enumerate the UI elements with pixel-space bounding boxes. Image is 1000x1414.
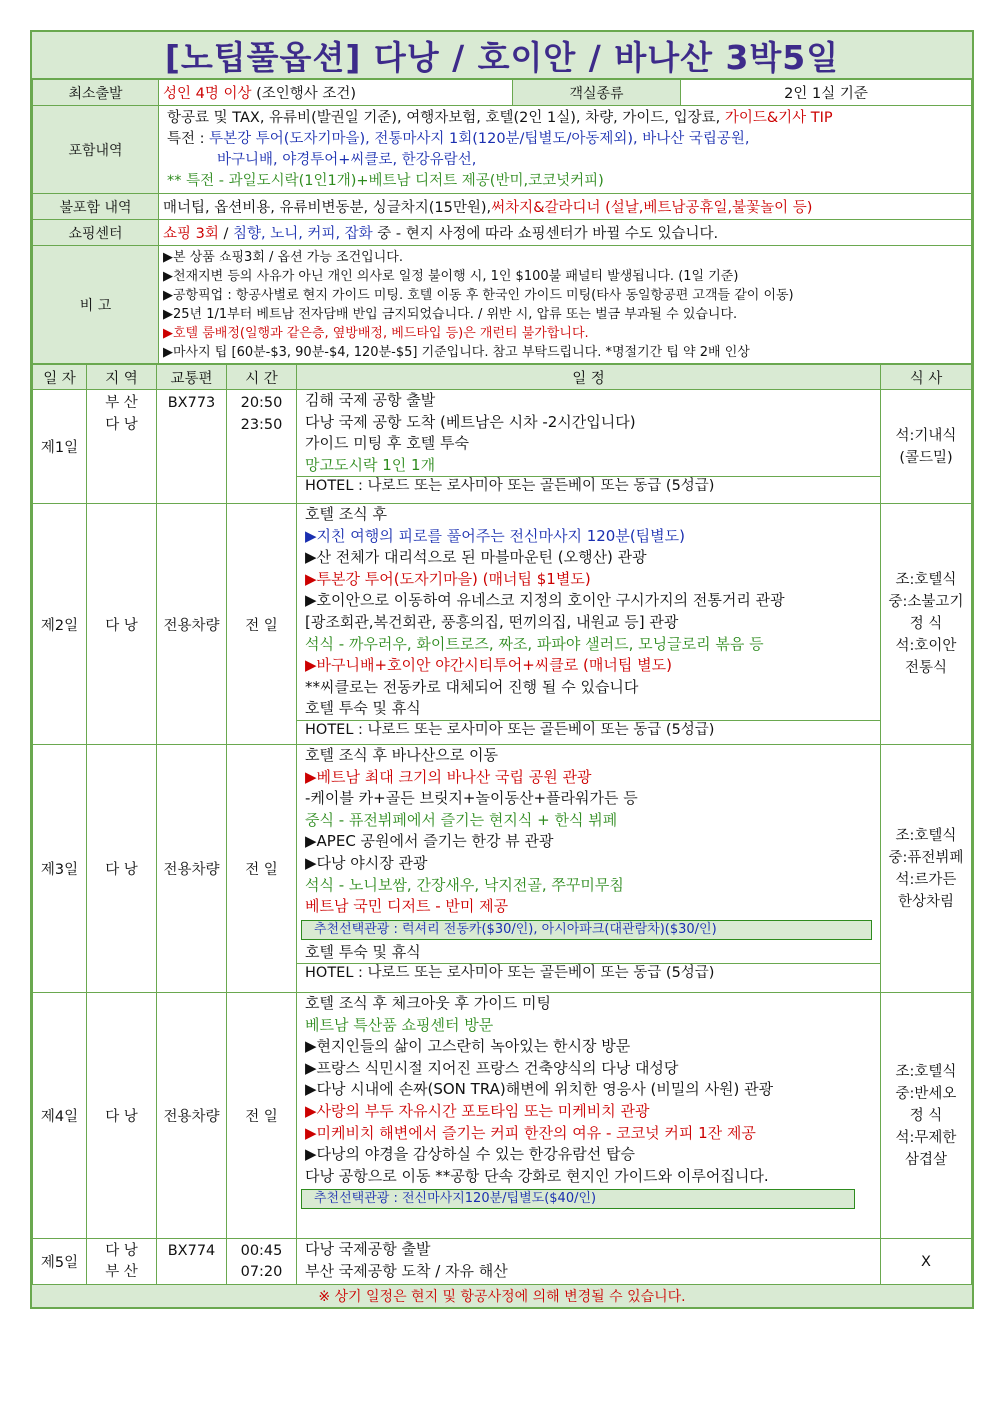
day-region: 다 낭 [87,745,157,993]
min-depart-red: 성인 4명 이상 [163,86,252,102]
schedule-line: 베트남 국민 디저트 - 반미 제공 [305,897,509,916]
itinerary-sheet [30,30,974,1309]
schedule-line: 호텔 조식 후 체크아웃 후 가이드 미팅 [305,994,551,1012]
schedule-line: -케이블 카+골든 브릿지+놀이동산+플라워가든 등 [305,789,638,808]
schedule-line: 다낭 국제 공항 도착 (베트남은 시차 -2시간입니다) [305,412,636,431]
schedule-line: 호텔 투숙 및 휴식 [305,942,421,961]
day-schedule [297,993,881,1239]
day-transport: 전용차량 [157,993,227,1239]
shopping-note: 중 - 현지 사정에 따라 쇼핑센터가 바뀔 수도 있습니다. [372,226,719,242]
include-label: 포함내역 [33,106,159,194]
meal-text: (콜드밀) [899,449,953,466]
schedule-line: ▶프랑스 식민시절 지어진 프랑스 건축양식의 다낭 대성당 [305,1058,679,1077]
day-transport: BX774 [157,1239,227,1285]
time-text: 23:50 [240,417,283,433]
time-text: 00:45 [240,1242,283,1259]
include-special: ** 특전 - 과일도시락(1인1개)+베트남 디저트 제공(반미,코코넛커피) [167,172,604,189]
optional-tour-box: 추천선택관광 : 럭셔리 전동카($30/인), 아시아파크(대관람차)($30/인) [301,920,872,940]
day-region [87,1239,157,1285]
day-row [33,504,972,745]
shopping-items: 침향, 노니, 커피, 잡화 [232,226,373,242]
day-time: 전 일 [227,745,297,993]
exclude-content [159,194,972,220]
schedule-line: ▶투본강 투어(도자기마을) (매너팁 $1별도) [305,569,591,588]
region-text: 부 산 [105,1263,138,1280]
schedule-line: ▶바구니배+호이안 야간시티투어+씨클로 (매너팁 별도) [305,656,672,675]
day-label: 제4일 [33,993,87,1239]
time-text: 20:50 [240,395,283,411]
schedule-header [33,365,972,390]
region-text: 다 낭 [105,1242,138,1259]
include-benefit-line: 투본강 투어(도자기마을), 전통마사지 1회(120분/팁별도/아동제외), 바나산 국립공원, [209,130,750,147]
meal-text: 조:호텔식 [895,1063,957,1080]
include-tip: 가이드&기사 TIP [724,109,833,126]
include-benefit-label: 특전 : [167,130,210,147]
meal-text: 석:호이안 [895,638,957,654]
day-time [227,390,297,504]
schedule-line: ▶지친 여행의 피로를 풀어주는 전신마사지 120분(팁별도) [305,526,686,545]
day-time: 전 일 [227,504,297,745]
day-transport: 전용차량 [157,504,227,745]
hotel-line: HOTEL : 나로드 또는 로사미아 또는 골든베이 또는 동급 (5성급) [297,476,880,496]
schedule-line: ▶베트남 최대 크기의 바나산 국립 공원 관광 [305,767,592,786]
shopping-label: 쇼핑센터 [33,220,159,246]
schedule-line: 호텔 조식 후 바나산으로 이동 [305,746,498,764]
day-row [33,745,972,993]
day-meal [881,745,972,993]
day-region: 다 낭 [87,993,157,1239]
meal-text: 중:소불고기 [888,594,964,610]
header-transport: 교통편 [157,365,227,390]
shopping-sep: / [218,226,233,242]
meal-text: 석:르가든 [895,871,957,888]
schedule-line: ▶사랑의 부두 자유시간 포토타임 또는 미케비치 관광 [305,1101,650,1120]
min-depart-rest: (조인행사 조건) [251,86,357,102]
day-row [33,1239,972,1285]
exclude-text: 매너팁, 옵션비용, 유류비변동분, 싱글차지(15만원), [163,200,492,216]
schedule-line: ▶다낭 야시장 관광 [305,853,428,872]
day-schedule [297,1239,881,1285]
day-row [33,390,972,504]
day-time: 전 일 [227,993,297,1239]
min-depart-value [159,80,513,106]
schedule-line: [광조회관,복건회관, 풍흥의집, 떤끼의집, 내원교 등] 관광 [305,612,679,631]
day-meal [881,993,972,1239]
optional-tour-box: 추천선택관광 : 전신마사지120분/팁별도($40/인) [301,1189,855,1209]
day-meal [881,390,972,504]
meal-text: 석:무제한 [895,1129,957,1146]
exclude-label: 불포함 내역 [33,194,159,220]
schedule-table [32,364,972,1285]
header-region: 지 역 [87,365,157,390]
day-schedule [297,390,881,504]
schedule-line: ▶다낭의 야경을 감상하실 수 있는 한강유람선 탑승 [305,1145,635,1164]
day-label: 제1일 [33,390,87,504]
meal-text: 중:반세오 [895,1085,957,1102]
day-schedule [297,745,881,993]
include-line1: 항공료 및 TAX, 유류비(발권일 기준), 여행자보험, 호텔(2인 1실), 차량, 가이드, 입장료, [167,109,725,126]
exclude-surcharge: 써차지&갈라디너 (설날,베트남공휴일,불꽃놀이 등) [491,200,813,216]
day-transport: 전용차량 [157,745,227,993]
schedule-line: 김해 국제 공항 출발 [305,391,436,409]
schedule-line: 호텔 투숙 및 휴식 [305,699,421,718]
meal-text: 한상차림 [897,893,955,910]
meal-text: 중:퓨전뷔페 [888,849,964,866]
meal-text: 정 식 [909,1107,943,1124]
day-schedule [297,504,881,745]
schedule-line: 가이드 미팅 후 호텔 투숙 [305,434,469,453]
shopping-count: 쇼핑 3회 [163,226,219,242]
region-text: 부 산 [105,395,138,411]
room-type-label: 객실종류 [513,80,681,106]
include-benefit-line2: 바구니배, 야경투어+씨클로, 한강유람선, [217,151,477,168]
page-title: [노팁풀옵션] 다낭 / 호이안 / 바나산 3박5일 [32,32,972,79]
schedule-line: 베트남 특산품 쇼핑센터 방문 [305,1015,494,1034]
hotel-line: HOTEL : 나로드 또는 로사미아 또는 골든베이 또는 동급 (5성급) [297,963,880,983]
min-depart-label: 최소출발 [33,80,159,106]
schedule-line: 중식 - 퓨전뷔페에서 즐기는 현지식 + 한식 뷔페 [305,810,618,829]
note-item: ▶호텔 룸배정(일행과 같은층, 옆방배정, 베드타입 등)은 개런티 불가합니다. [163,325,589,341]
schedule-line: 망고도시락 1인 1개 [305,455,436,474]
region-text: 다 낭 [105,417,138,433]
note-item: ▶천재지변 등의 사유가 아닌 개인 의사로 일정 불이행 시, 1인 $100불 패널티 발생됩니다. (1일 기준) [163,268,739,284]
schedule-line: 석식 - 노니보쌈, 간장새우, 낙지전골, 쭈꾸미무침 [305,875,624,894]
day-transport: BX773 [157,390,227,504]
footer-note: ※ 상기 일정은 현지 및 항공사정에 의해 변경될 수 있습니다. [32,1285,972,1307]
notes-label: 비 고 [33,246,159,364]
notes-content [159,246,972,364]
schedule-line: 호텔 조식 후 [305,505,387,523]
meal-text: 정 식 [909,616,943,632]
meal-text: 석:기내식 [895,427,957,444]
shopping-content [159,220,972,246]
note-item: ▶마사지 팁 [60분-$3, 90분-$4, 120분-$5] 기준입니다. 참고 부탁드립니다. *명절기간 팁 약 2배 인상 [163,344,750,360]
meal-text: 조:호텔식 [895,827,957,844]
day-row [33,993,972,1239]
header-schedule: 일 정 [297,365,881,390]
schedule-line: **씨클로는 전동카로 대체되어 진행 될 수 있습니다 [305,677,639,696]
meal-text: 조:호텔식 [895,572,957,588]
header-time: 시 간 [227,365,297,390]
meal-text: 삼겹살 [904,1151,948,1168]
day-label: 제5일 [33,1239,87,1285]
hotel-line: HOTEL : 나로드 또는 로사미아 또는 골든베이 또는 동급 (5성급) [297,720,880,740]
schedule-line: 다낭 국제공항 출발 [305,1240,431,1258]
time-text: 07:20 [240,1263,283,1280]
include-content [159,106,972,194]
schedule-line: ▶APEC 공원에서 즐기는 한강 뷰 관광 [305,832,554,851]
day-label: 제2일 [33,504,87,745]
schedule-line: ▶호이안으로 이동하여 유네스코 지정의 호이안 구시가지의 전통거리 관광 [305,591,785,610]
note-item: ▶25년 1/1부터 베트남 전자담배 반입 금지되었습니다. / 위반 시, 압류 또는 벌금 부과될 수 있습니다. [163,306,738,322]
schedule-line: ▶미케비치 해변에서 즐기는 커피 한잔의 여유 - 코코넛 커피 1잔 제공 [305,1123,756,1142]
day-region: 다 낭 [87,504,157,745]
schedule-line: ▶다낭 시내에 손짜(SON TRA)해변에 위치한 영응사 (비밀의 사원) 관광 [305,1080,774,1099]
schedule-line: 부산 국제공항 도착 / 자유 해산 [305,1261,508,1280]
note-item: ▶공항픽업 : 항공사별로 현지 가이드 미팅. 호텔 이동 후 한국인 가이드 미팅(타사 동일항공편 고객들 같이 이동) [163,287,794,303]
meal-text: 전통식 [904,660,948,676]
schedule-line: 석식 - 까우러우, 화이트로즈, 짜조, 파파야 샐러드, 모닝글로리 볶음 등 [305,634,764,653]
schedule-line: ▶산 전체가 대리석으로 된 마블마운틴 (오행산) 관광 [305,548,647,567]
info-table [32,79,972,364]
schedule-line: 다낭 공항으로 이동 **공항 단속 강화로 현지인 가이드와 이루어집니다. [305,1166,769,1185]
header-date: 일 자 [33,365,87,390]
day-meal [881,504,972,745]
room-type-value: 2인 1실 기준 [681,80,972,106]
header-meal: 식 사 [881,365,972,390]
note-item: ▶본 상품 쇼핑3회 / 옵션 가능 조건입니다. [163,249,403,265]
day-time [227,1239,297,1285]
day-meal: X [881,1239,972,1285]
day-region [87,390,157,504]
schedule-line: ▶현지인들의 삶이 고스란히 녹아있는 한시장 방문 [305,1037,631,1056]
day-label: 제3일 [33,745,87,993]
